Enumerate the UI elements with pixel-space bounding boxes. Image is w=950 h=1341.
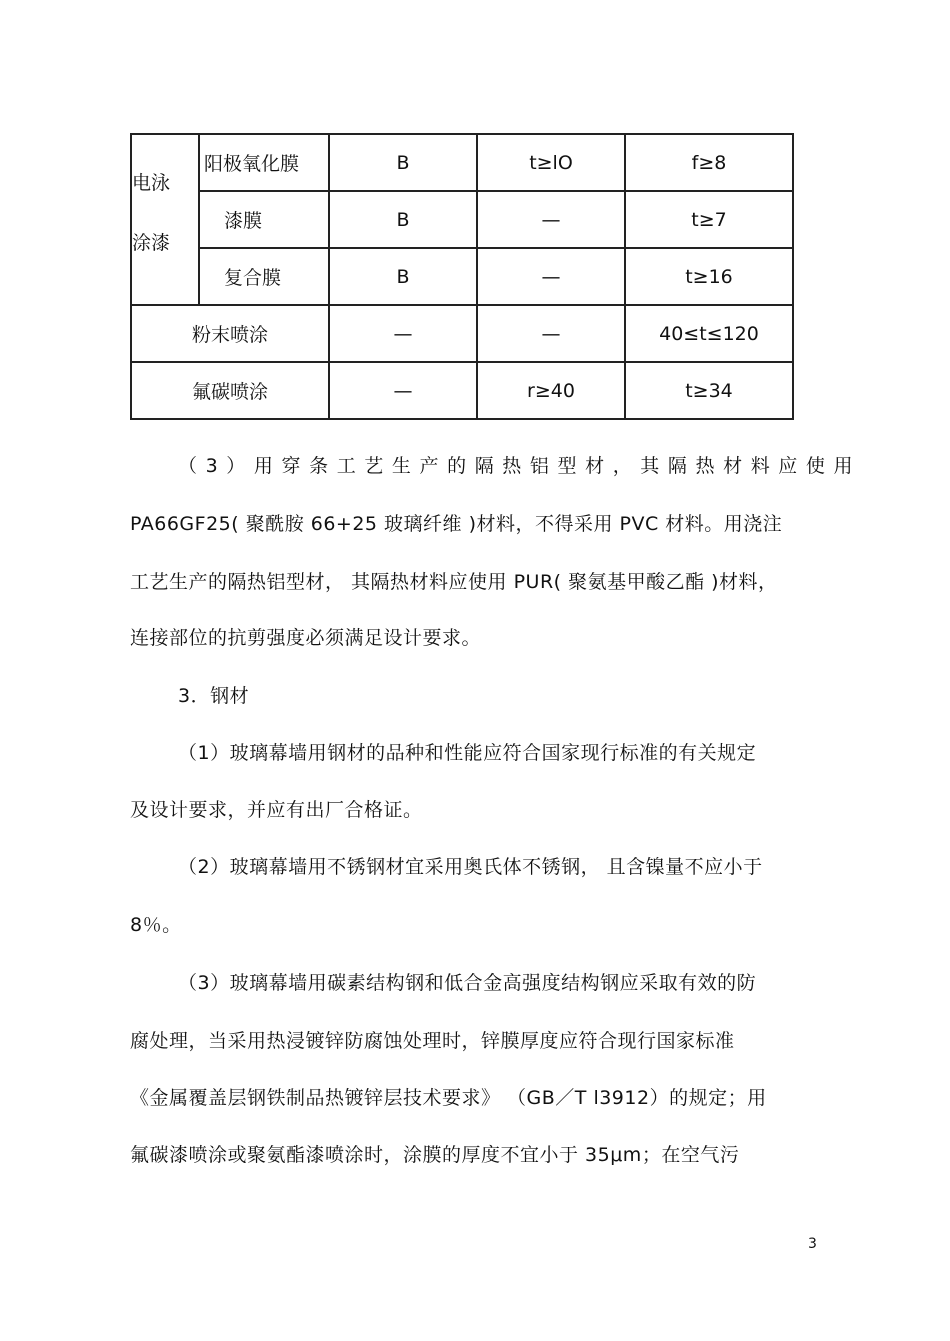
- section-heading: 3．钢材: [178, 685, 250, 707]
- group-label-cell: [131, 134, 199, 305]
- table-cell: —: [329, 362, 477, 419]
- table-cell: t≥16: [625, 248, 793, 305]
- table-cell: 40≤t≤120: [625, 305, 793, 362]
- group-label-line-1: 电泳: [132, 172, 171, 194]
- table-row: [131, 305, 793, 362]
- table-cell: t≥lO: [477, 134, 625, 191]
- paragraph-line: 《金属覆盖层钢铁制品热镀锌层技术要求》 （GB／T l3912）的规定；用: [130, 1087, 767, 1109]
- paragraph-line: 工艺生产的隔热铝型材， 其隔热材料应使用 PUR( 聚氨基甲酸乙酯 )材料，: [130, 571, 778, 593]
- paragraph-line: 8％。: [130, 914, 182, 936]
- table-row: [131, 191, 793, 248]
- paragraph-line: 氟碳漆喷涂或聚氨酯漆喷涂时，涂膜的厚度不宜小于 35μm；在空气污: [130, 1144, 740, 1166]
- paragraph-line: 及设计要求，并应有出厂合格证。: [130, 799, 423, 821]
- paragraph-line: PA66GF25( 聚酰胺 66+25 玻璃纤维 )材料，不得采用 PVC 材料。用浇注: [130, 513, 783, 535]
- paragraph-line: （3）玻璃幕墙用碳素结构钢和低合金高强度结构钢应采取有效的防: [178, 972, 757, 994]
- row-label-cell: 复合膜: [199, 248, 329, 305]
- paragraph-line: （1）玻璃幕墙用钢材的品种和性能应符合国家现行标准的有关规定: [178, 742, 757, 764]
- page-number: 3: [808, 1236, 817, 1252]
- row-label-cell: 阳极氧化膜: [199, 134, 329, 191]
- table-cell: t≥7: [625, 191, 793, 248]
- table-cell: f≥8: [625, 134, 793, 191]
- paragraph-line: （2）玻璃幕墙用不锈钢材宜采用奥氏体不锈钢， 且含镍量不应小于: [178, 856, 763, 878]
- table-cell: B: [329, 248, 477, 305]
- group-label-line-2: 涂漆: [132, 232, 171, 254]
- row-label-cell: 氟碳喷涂: [131, 362, 329, 419]
- table-cell: —: [329, 305, 477, 362]
- table-cell: t≥34: [625, 362, 793, 419]
- paragraph-line: （3）用穿条工艺生产的隔热铝型材，其隔热材料应使用: [178, 455, 862, 477]
- row-label-cell: 粉末喷涂: [131, 305, 329, 362]
- coating-spec-table: [130, 133, 794, 420]
- table-cell: B: [329, 191, 477, 248]
- paragraph-line: 连接部位的抗剪强度必须满足设计要求。: [130, 627, 482, 649]
- table-cell: B: [329, 134, 477, 191]
- table-cell: —: [477, 191, 625, 248]
- table-cell: —: [477, 248, 625, 305]
- row-label-cell: 漆膜: [199, 191, 329, 248]
- table-row: [131, 134, 793, 191]
- table-cell: r≥40: [477, 362, 625, 419]
- table-row: [131, 362, 793, 419]
- paragraph-line: 腐处理，当采用热浸镀锌防腐蚀处理时，锌膜厚度应符合现行国家标准: [130, 1030, 735, 1052]
- table-cell: —: [477, 305, 625, 362]
- table-row: [131, 248, 793, 305]
